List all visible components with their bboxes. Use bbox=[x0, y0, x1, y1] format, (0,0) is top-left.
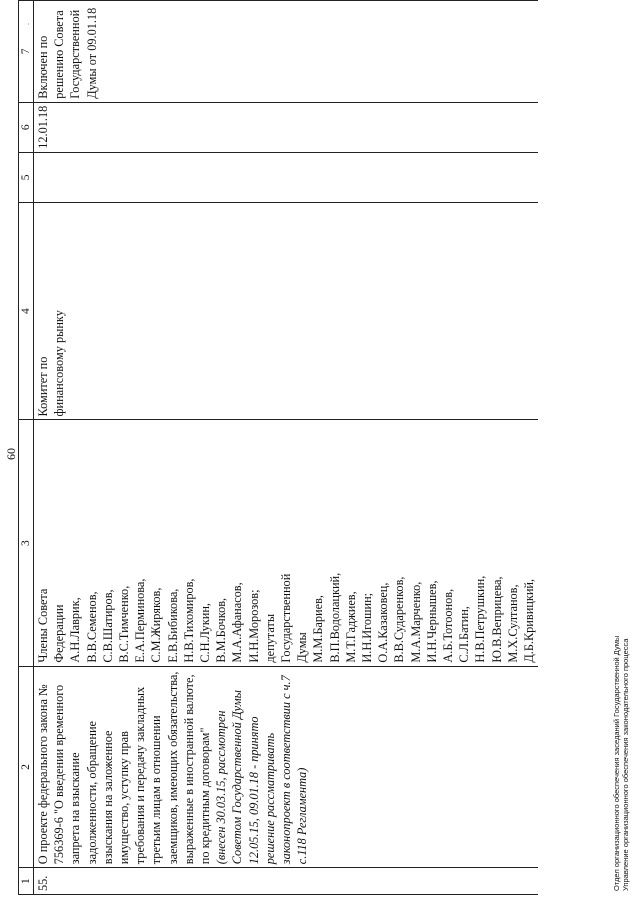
status-cell: Включен по решению Совета Государственной Думы от 09.01.18 bbox=[34, 1, 539, 103]
col-header-6: 6 bbox=[19, 102, 34, 152]
col-header-7: 7 bbox=[19, 1, 34, 103]
table-header-row bbox=[19, 1, 34, 895]
col-header-3: 3 bbox=[19, 420, 34, 666]
authors-cell: Члены Совета Федерации А.Н.Лаврик, В.В.Семенов, С.В.Шатиров, В.С.Тимченко, Е.А.Перминова, С.М.Жиряков, Е.В.Бибикова, Н.В.Тихомиров, С.Н.Лукин, В.М.Бочков, М.А.Афанасов, И.Н.Морозов; депутаты Государственной Думы М.М.Бариев, В.П.Водолацкий, М.Т.Гаджиев, И.Н.Игошин; О.А.Казаковец, В.В.Сударенков, М.А.Марченко, И.Н.Чернышев, А.Б.Тотоонов, С.Л.Батин, Н.В.Петрушкин, Ю.В.Веприцева, М.Х.Султанов, Д.Б.Кривицкий, bbox=[34, 420, 539, 666]
date-cell: 12.01.18 bbox=[34, 102, 539, 152]
footer bbox=[612, 636, 630, 891]
col-header-4: 4 bbox=[19, 202, 34, 420]
footer-line-2: Управление организационного обеспечения законодательного процесса bbox=[621, 638, 630, 891]
footer-line-1: Отдел организационного обеспечения заседаний Государственной Думы bbox=[612, 635, 621, 891]
bill-note: (внесен 30.03.15, рассмотрен Советом Государственной Думы 12.05.15, 09.01.18 - принято решение рассматривать законопроект в соответствии с ч.7 с.118 Регламента) bbox=[214, 675, 310, 865]
committee-cell: Комитет по финансовому рынку bbox=[34, 202, 539, 420]
row-number: 55. bbox=[34, 868, 539, 895]
col-header-2: 2 bbox=[19, 666, 34, 868]
col-header-1: 1 bbox=[19, 868, 34, 895]
col-header-5: 5 bbox=[19, 152, 34, 202]
col5-cell bbox=[34, 152, 539, 202]
scan-mark: . bbox=[22, 23, 31, 25]
table-row bbox=[34, 1, 539, 895]
bill-title: О проекте федерального закона № 756369-6 "О введении временного запрета на взыскание задолженности, обращение взыскания на заложенное имущество, уступку прав требования и передачу закладных третьим лицам в отношении заемщиков, имеющих обязательства, выраженные в иностранной валюте, по кредитным договорам" bbox=[36, 671, 213, 865]
page-number: 60 bbox=[4, 448, 18, 460]
bill-cell bbox=[34, 666, 539, 868]
bills-table bbox=[18, 0, 538, 895]
